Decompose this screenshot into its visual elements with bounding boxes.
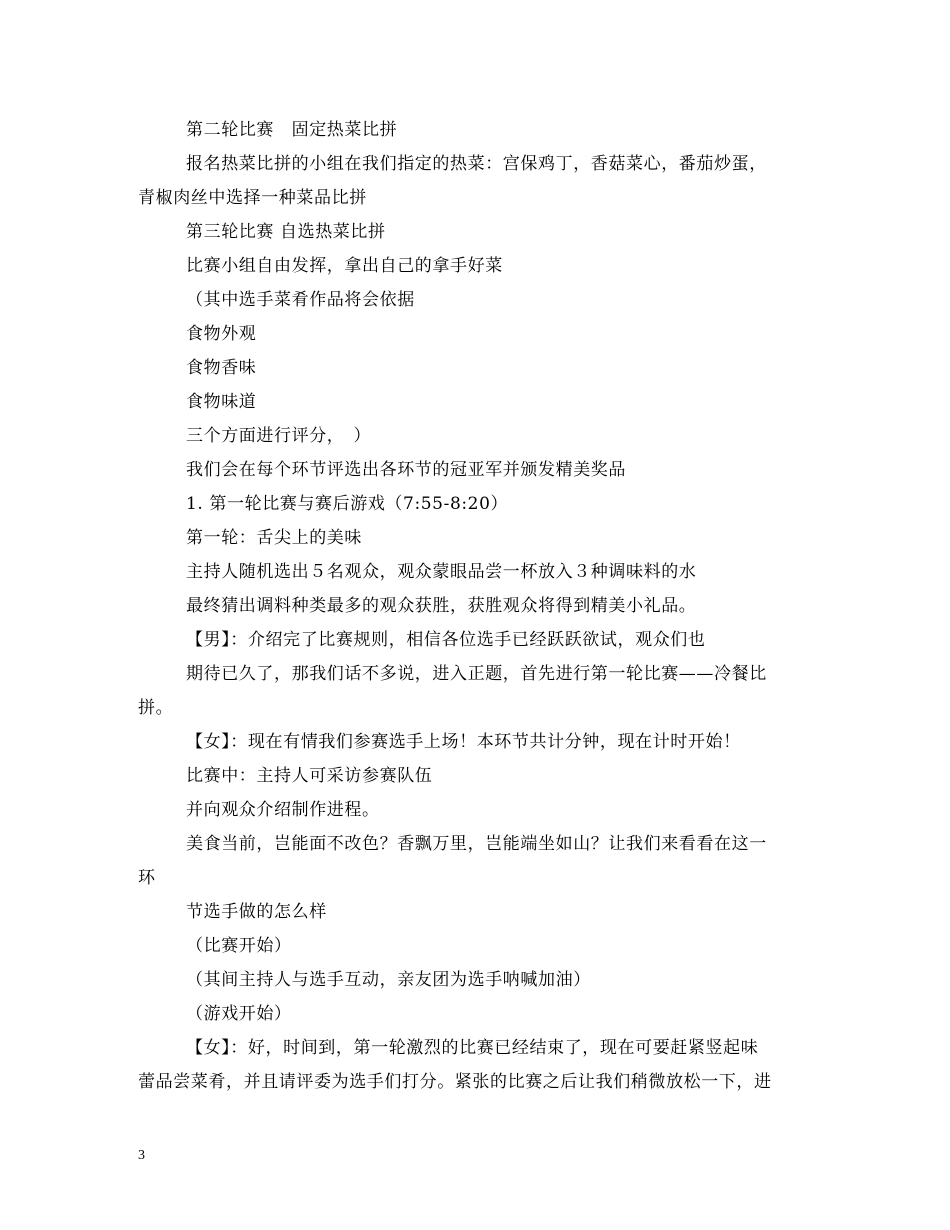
text-line: 第一轮：舌尖上的美味 [186, 528, 362, 548]
text-line: 最终猜出调料种类最多的观众获胜，获胜观众将得到精美小礼品。 [186, 596, 697, 616]
text-line: 节选手做的怎么样 [186, 902, 327, 922]
text-line: 美食当前，岂能面不改色？香飘万里，岂能端坐如山？让我们来看看在这一 [186, 834, 767, 854]
text-line: 青椒肉丝中选择一种菜品比拼 [138, 188, 367, 208]
text-line: 报名热菜比拼的小组在我们指定的热菜：宫保鸡丁，香菇菜心，番茄炒蛋， [186, 154, 767, 174]
text-line: 拼。 [138, 698, 174, 718]
text-line: 环 [138, 868, 156, 888]
text-line: 三个方面进行评分， ） [186, 426, 372, 446]
text-line: 【女】：现在有情我们参赛选手上场！本环节共计分钟，现在计时开始！ [186, 732, 741, 752]
text-line: 期待已久了，那我们话不多说，进入正题，首先进行第一轮比赛——冷餐比 [186, 664, 767, 684]
text-line: 第二轮比赛 固定热菜比拼 [186, 120, 398, 140]
text-line: （其间主持人与选手互动，亲友团为选手呐喊加油） [186, 970, 591, 990]
text-line: 第三轮比赛 自选热菜比拼 [186, 222, 386, 242]
text-line: 比赛中：主持人可采访参赛队伍 [186, 766, 433, 786]
text-line: （游戏开始） [186, 1004, 292, 1024]
text-line: 我们会在每个环节评选出各环节的冠亚军并颁发精美奖品 [186, 460, 626, 480]
text-line: （其中选手菜肴作品将会依据 [186, 290, 415, 310]
text-line: 食物香味 [186, 358, 257, 378]
text-line: 主持人随机选出５名观众，观众蒙眼品尝一杯放入３种调味料的水 [186, 562, 697, 582]
text-line: 蕾品尝菜肴，并且请评委为选手们打分。紧张的比赛之后让我们稍微放松一下，进 [138, 1072, 772, 1092]
page-number: 3 [138, 1148, 145, 1163]
text-line: 【女】：好，时间到，第一轮激烈的比赛已经结束了，现在可要赶紧竖起味 [186, 1038, 759, 1058]
text-line: 食物外观 [186, 324, 257, 344]
text-line: （比赛开始） [186, 936, 292, 956]
text-line: 比赛小组自由发挥，拿出自己的拿手好菜 [186, 256, 503, 276]
text-line: 【男】：介绍完了比赛规则，相信各位选手已经跃跃欲试，观众们也 [186, 630, 706, 650]
text-line: 食物味道 [186, 392, 257, 412]
text-line: 并向观众介绍制作进程。 [186, 800, 380, 820]
text-line: 1. 第一轮比赛与赛后游戏（7:55-8:20） [186, 494, 509, 514]
